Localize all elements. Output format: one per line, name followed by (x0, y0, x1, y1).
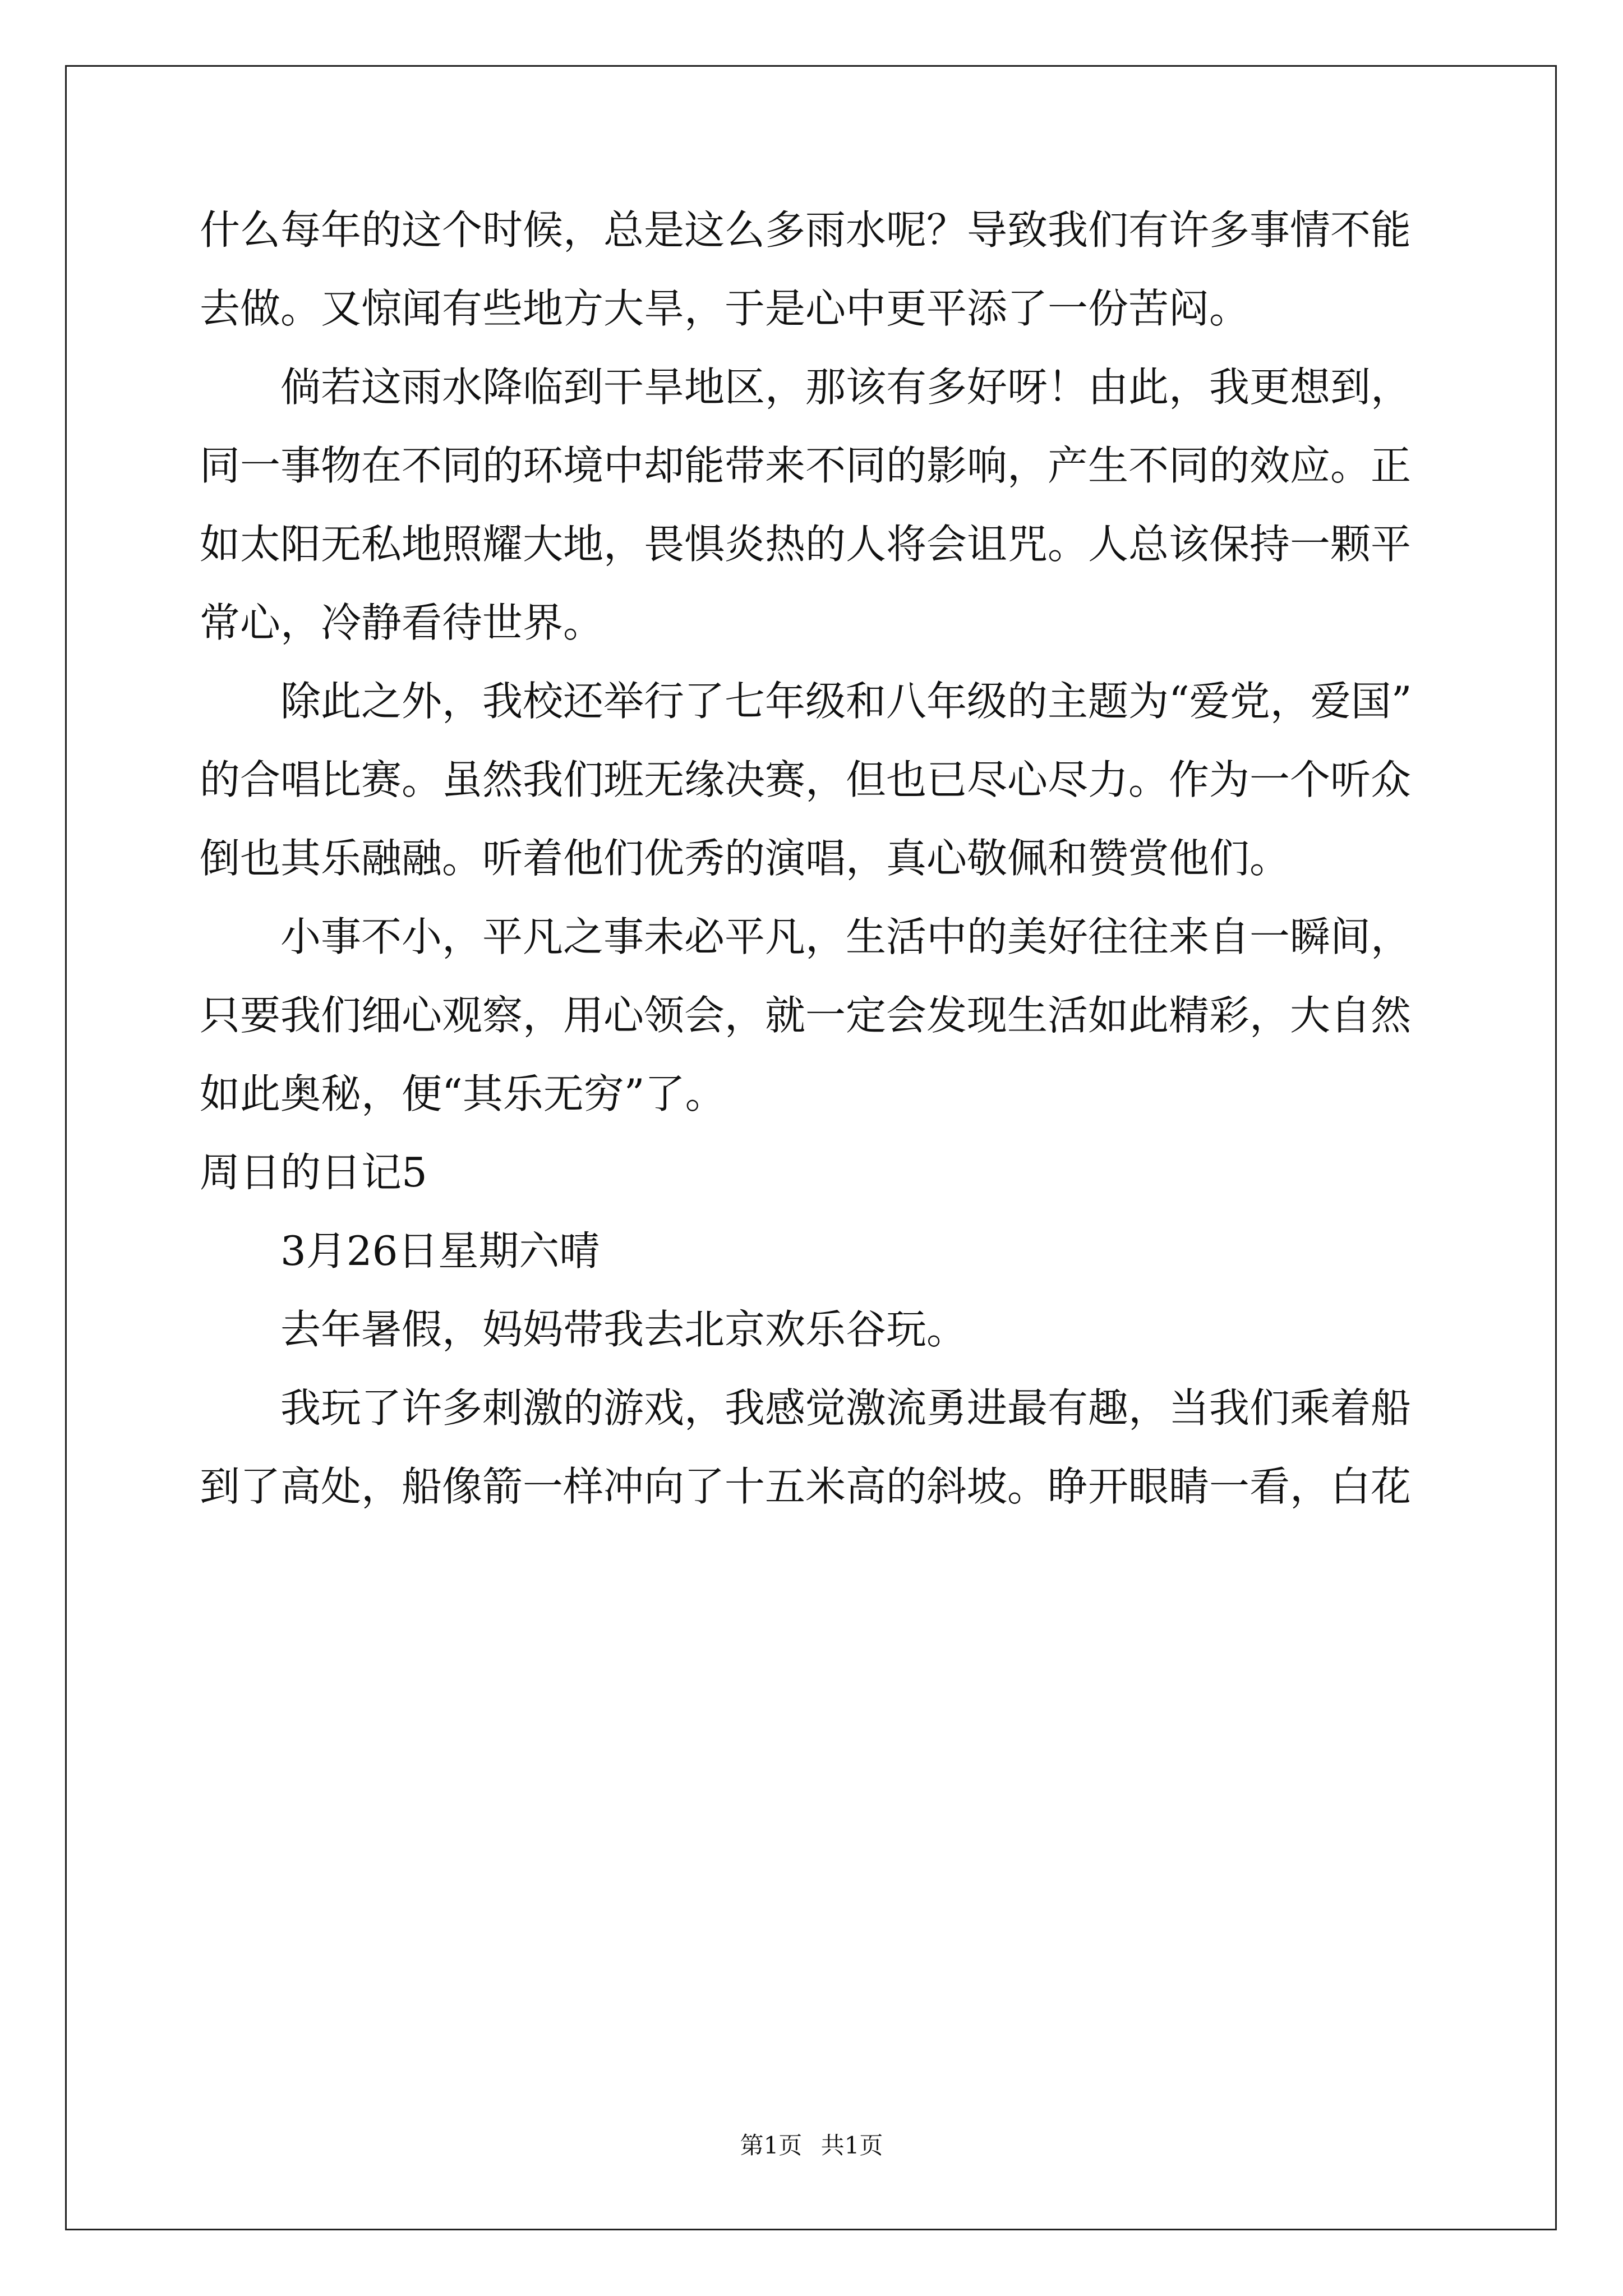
text-line: 常心，冷静看待世界。 (200, 599, 604, 646)
text-line: 到了高处，船像箭一样冲向了十五米高的斜坡。睁开眼睛一看，白花 (200, 1463, 1412, 1510)
date-line: 3月26日星期六晴 (280, 1227, 600, 1274)
text-line: 如太阳无私地照耀大地，畏惧炎热的人将会诅咒。人总该保持一颗平 (200, 521, 1412, 568)
text-line: 倘若这雨水降临到干旱地区，那该有多好呀！由此，我更想到， (280, 364, 1412, 411)
text-line: 如此奥秘，便“其乐无穷”了。 (200, 1070, 726, 1117)
text-line: 倒也其乐融融。听着他们优秀的演唱，真心敬佩和赞赏他们。 (200, 835, 1290, 882)
page-number-current: 第1页 (740, 2132, 803, 2159)
page-footer (0, 2129, 1623, 2162)
text-line: 只要我们细心观察，用心领会，就一定会发现生活如此精彩，大自然 (200, 992, 1412, 1039)
text-line: 我玩了许多刺激的游戏，我感觉激流勇进最有趣，当我们乘着船 (280, 1384, 1412, 1432)
text-line: 除此之外，我校还举行了七年级和八年级的主题为“爱党，爱国” (280, 678, 1412, 725)
text-line: 去年暑假，妈妈带我去北京欢乐谷玩。 (280, 1306, 967, 1353)
text-line: 小事不小，平凡之事未必平凡，生活中的美好往往来自一瞬间， (280, 913, 1412, 960)
text-line: 什么每年的这个时候，总是这么多雨水呢？导致我们有许多事情不能 (200, 206, 1412, 254)
text-line: 的合唱比赛。虽然我们班无缘决赛，但也已尽心尽力。作为一个听众 (200, 756, 1412, 803)
text-line: 同一事物在不同的环境中却能带来不同的影响，产生不同的效应。正 (200, 442, 1412, 489)
section-heading: 周日的日记5 (200, 1149, 427, 1196)
page-number-total: 共1页 (820, 2132, 883, 2159)
text-line: 去做。又惊闻有些地方大旱，于是心中更平添了一份苦闷。 (200, 285, 1250, 332)
